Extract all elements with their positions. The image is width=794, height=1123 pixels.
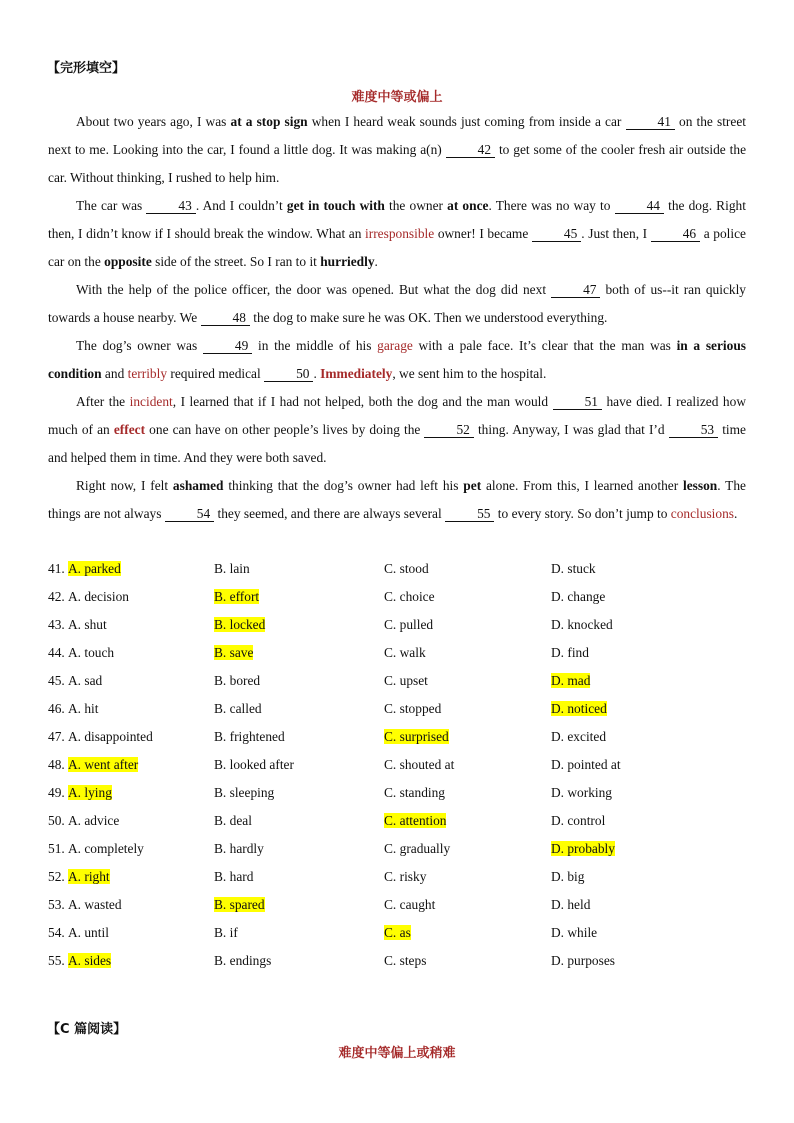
question-number: 43. bbox=[48, 617, 65, 632]
answer-highlight: C. attention bbox=[384, 813, 447, 828]
option-b[interactable] bbox=[214, 919, 238, 947]
option-text: B. frightened bbox=[214, 729, 285, 744]
question-number: 53. bbox=[48, 897, 65, 912]
option-c[interactable] bbox=[384, 835, 450, 863]
blank-47[interactable]: 47 bbox=[551, 282, 600, 298]
option-d[interactable] bbox=[551, 919, 597, 947]
option-d[interactable] bbox=[551, 751, 621, 779]
option-row bbox=[48, 611, 746, 639]
paragraph-4: The dog’s owner was 49 in the middle of his garage with a pale face. It’s clear that the man was in a serious condition and terribly required medical 50 . Immediately, we sent him to the hospital. bbox=[48, 338, 746, 381]
option-c[interactable] bbox=[384, 751, 454, 779]
option-c[interactable] bbox=[384, 695, 441, 723]
answer-highlight: A. sides bbox=[68, 953, 112, 968]
option-d[interactable] bbox=[551, 807, 605, 835]
option-a[interactable] bbox=[68, 835, 144, 863]
option-text: D. working bbox=[551, 785, 612, 800]
answer-highlight: A. parked bbox=[68, 561, 121, 576]
blank-41[interactable]: 41 bbox=[626, 114, 675, 130]
answer-highlight: A. lying bbox=[68, 785, 112, 800]
option-c[interactable] bbox=[384, 611, 433, 639]
option-text: D. stuck bbox=[551, 561, 596, 576]
blank-44[interactable]: 44 bbox=[615, 198, 664, 214]
option-row bbox=[48, 779, 746, 807]
option-text: B. if bbox=[214, 925, 238, 940]
answer-highlight: B. locked bbox=[214, 617, 266, 632]
option-row bbox=[48, 723, 746, 751]
option-text: C. upset bbox=[384, 673, 428, 688]
option-row bbox=[48, 583, 746, 611]
option-text: A. disappointed bbox=[68, 729, 153, 744]
option-a[interactable] bbox=[68, 919, 109, 947]
section-title-reading-c: 【C 篇阅读】 bbox=[47, 1022, 127, 1037]
option-row bbox=[48, 891, 746, 919]
blank-54[interactable]: 54 bbox=[165, 506, 214, 522]
option-text: D. control bbox=[551, 813, 606, 828]
option-b[interactable] bbox=[214, 723, 285, 751]
blank-51[interactable]: 51 bbox=[553, 394, 602, 410]
option-b[interactable] bbox=[214, 891, 265, 919]
option-row bbox=[48, 695, 746, 723]
option-row bbox=[48, 863, 746, 891]
option-text: A. completely bbox=[68, 841, 144, 856]
option-text: C. stopped bbox=[384, 701, 442, 716]
option-text: C. stood bbox=[384, 561, 429, 576]
option-text: A. decision bbox=[68, 589, 129, 604]
option-text: C. walk bbox=[384, 645, 426, 660]
option-a[interactable] bbox=[68, 583, 129, 611]
option-text: D. purposes bbox=[551, 953, 615, 968]
option-b[interactable] bbox=[214, 639, 253, 667]
option-a[interactable] bbox=[68, 723, 153, 751]
option-b[interactable] bbox=[214, 835, 264, 863]
blank-43[interactable]: 43 bbox=[146, 198, 195, 214]
option-text: B. sleeping bbox=[214, 785, 275, 800]
option-c[interactable] bbox=[384, 947, 426, 975]
answer-highlight: D. noticed bbox=[551, 701, 607, 716]
option-a[interactable] bbox=[68, 891, 122, 919]
difficulty-label-reading-c: 难度中等偏上或稍难 bbox=[338, 1046, 456, 1061]
option-c[interactable] bbox=[384, 891, 435, 919]
option-b[interactable] bbox=[214, 667, 260, 695]
option-c[interactable] bbox=[384, 779, 445, 807]
option-text: C. pulled bbox=[384, 617, 434, 632]
option-text: D. excited bbox=[551, 729, 607, 744]
option-text: A. hit bbox=[68, 701, 99, 716]
option-row bbox=[48, 751, 746, 779]
question-number: 45. bbox=[48, 673, 65, 688]
option-b[interactable] bbox=[214, 611, 265, 639]
option-text: D. while bbox=[551, 925, 598, 940]
answer-highlight: D. mad bbox=[551, 673, 591, 688]
option-c[interactable] bbox=[384, 919, 411, 947]
option-d[interactable] bbox=[551, 947, 615, 975]
option-a[interactable] bbox=[68, 667, 102, 695]
option-text: A. advice bbox=[68, 813, 120, 828]
option-text: C. standing bbox=[384, 785, 446, 800]
question-number: 52. bbox=[48, 869, 65, 884]
blank-42[interactable]: 42 bbox=[446, 142, 495, 158]
question-number: 41. bbox=[48, 561, 65, 576]
option-text: A. shut bbox=[68, 617, 107, 632]
paragraph-2: The car was 43 . And I couldn’t get in touch with the owner at once. There was no way to 44 the dog. Right then, I didn’t know if I should break the window. What an irresponsible owner! I became 45 . Just then, I 46 a police car on the opposite side of the street. So I ran to it hurriedly. bbox=[48, 198, 746, 269]
option-b[interactable] bbox=[214, 947, 271, 975]
option-b[interactable] bbox=[214, 863, 253, 891]
option-text: D. knocked bbox=[551, 617, 613, 632]
option-a[interactable] bbox=[68, 555, 121, 583]
option-a[interactable] bbox=[68, 779, 112, 807]
option-c[interactable] bbox=[384, 639, 426, 667]
option-row bbox=[48, 919, 746, 947]
option-d[interactable] bbox=[551, 863, 584, 891]
option-a[interactable] bbox=[68, 807, 119, 835]
answer-highlight: D. probably bbox=[551, 841, 615, 856]
option-d[interactable] bbox=[551, 611, 613, 639]
option-a[interactable] bbox=[68, 639, 114, 667]
answer-highlight: B. effort bbox=[214, 589, 260, 604]
option-text: A. sad bbox=[68, 673, 103, 688]
option-text: B. deal bbox=[214, 813, 252, 828]
cloze-passage bbox=[48, 108, 746, 528]
option-row bbox=[48, 667, 746, 695]
option-text: C. caught bbox=[384, 897, 436, 912]
option-text: C. choice bbox=[384, 589, 435, 604]
option-a[interactable] bbox=[68, 947, 111, 975]
option-b[interactable] bbox=[214, 695, 262, 723]
option-c[interactable] bbox=[384, 863, 426, 891]
option-text: B. endings bbox=[214, 953, 272, 968]
option-c[interactable] bbox=[384, 723, 449, 751]
section-title-cloze: 【完形填空】 bbox=[47, 61, 126, 76]
option-c[interactable] bbox=[384, 555, 429, 583]
option-row bbox=[48, 555, 746, 583]
option-text: C. risky bbox=[384, 869, 427, 884]
paragraph-1: About two years ago, I was at a stop sign when I heard weak sounds just coming from inside a car 41 on the street next to me. Looking into the car, I found a little dog. It was making a(n) 42 to get some of the cooler fresh air outside the car. Without thinking, I rushed to help him. bbox=[48, 114, 747, 185]
option-text: A. until bbox=[68, 925, 109, 940]
option-row bbox=[48, 639, 746, 667]
blank-48[interactable]: 48 bbox=[201, 310, 250, 326]
question-number: 47. bbox=[48, 729, 65, 744]
blank-52[interactable]: 52 bbox=[424, 422, 473, 438]
option-text: B. looked after bbox=[214, 757, 294, 772]
question-number: 46. bbox=[48, 701, 65, 716]
option-a[interactable] bbox=[68, 863, 110, 891]
option-text: B. lain bbox=[214, 561, 250, 576]
option-b[interactable] bbox=[214, 807, 252, 835]
blank-53[interactable]: 53 bbox=[669, 422, 718, 438]
option-text: A. wasted bbox=[68, 897, 122, 912]
option-text: D. change bbox=[551, 589, 606, 604]
option-text: D. big bbox=[551, 869, 585, 884]
option-d[interactable] bbox=[551, 835, 615, 863]
option-b[interactable] bbox=[214, 751, 294, 779]
option-text: D. pointed at bbox=[551, 757, 621, 772]
option-d[interactable] bbox=[551, 667, 590, 695]
paragraph-5: After the incident, I learned that if I had not helped, both the dog and the man would 51 have died. I realized how much of an effect one can have on other people’s lives by doing the 52 thing. Anyway, I was glad that I’d 53 time and helped them in time. And they were both saved. bbox=[48, 394, 746, 465]
option-c[interactable] bbox=[384, 583, 435, 611]
option-row bbox=[48, 947, 746, 975]
option-d[interactable] bbox=[551, 891, 590, 919]
option-d[interactable] bbox=[551, 639, 589, 667]
option-b[interactable] bbox=[214, 583, 259, 611]
option-text: A. touch bbox=[68, 645, 115, 660]
option-a[interactable] bbox=[68, 611, 107, 639]
blank-45[interactable]: 45 bbox=[532, 226, 581, 242]
option-text: D. find bbox=[551, 645, 589, 660]
option-text: C. gradually bbox=[384, 841, 451, 856]
paragraph-3: With the help of the police officer, the door was opened. But what the dog did next 47 both of us--it ran quickly towards a house nearby. We 48 the dog to make sure he was OK. Then we understood everything. bbox=[48, 282, 746, 325]
answer-highlight: A. went after bbox=[68, 757, 139, 772]
option-row bbox=[48, 807, 746, 835]
question-number: 55. bbox=[48, 953, 65, 968]
question-number: 44. bbox=[48, 645, 65, 660]
question-number: 42. bbox=[48, 589, 65, 604]
option-c[interactable] bbox=[384, 807, 446, 835]
option-a[interactable] bbox=[68, 751, 138, 779]
option-d[interactable] bbox=[551, 723, 606, 751]
question-number: 54. bbox=[48, 925, 65, 940]
answer-highlight: C. surprised bbox=[384, 729, 449, 744]
option-text: B. hardly bbox=[214, 841, 264, 856]
option-d[interactable] bbox=[551, 779, 612, 807]
question-number: 50. bbox=[48, 813, 65, 828]
answer-highlight: B. save bbox=[214, 645, 254, 660]
question-number: 48. bbox=[48, 757, 65, 772]
blank-46[interactable]: 46 bbox=[651, 226, 700, 242]
option-b[interactable] bbox=[214, 555, 250, 583]
option-text: C. steps bbox=[384, 953, 427, 968]
question-number: 49. bbox=[48, 785, 65, 800]
answer-highlight: A. right bbox=[68, 869, 110, 884]
blank-55[interactable]: 55 bbox=[445, 506, 494, 522]
question-number: 51. bbox=[48, 841, 65, 856]
answer-highlight: B. spared bbox=[214, 897, 265, 912]
option-a[interactable] bbox=[68, 695, 99, 723]
option-d[interactable] bbox=[551, 583, 605, 611]
option-b[interactable] bbox=[214, 779, 274, 807]
answer-highlight: C. as bbox=[384, 925, 411, 940]
option-d[interactable] bbox=[551, 695, 607, 723]
option-text: B. called bbox=[214, 701, 262, 716]
difficulty-label-cloze: 难度中等或偏上 bbox=[351, 90, 443, 105]
option-text: C. shouted at bbox=[384, 757, 455, 772]
option-text: B. bored bbox=[214, 673, 261, 688]
option-text: B. hard bbox=[214, 869, 254, 884]
blank-49[interactable]: 49 bbox=[203, 338, 252, 354]
paragraph-6: Right now, I felt ashamed thinking that the dog’s owner had left his pet alone. From this, I learned another lesson. The things are not always 54 they seemed, and there are always several 55 to every story. So don’t jump to conclusions. bbox=[48, 478, 746, 521]
option-row bbox=[48, 835, 746, 863]
blank-50[interactable]: 50 bbox=[264, 366, 313, 382]
options-list bbox=[48, 555, 746, 975]
option-text: D. held bbox=[551, 897, 591, 912]
option-d[interactable] bbox=[551, 555, 596, 583]
option-c[interactable] bbox=[384, 667, 428, 695]
